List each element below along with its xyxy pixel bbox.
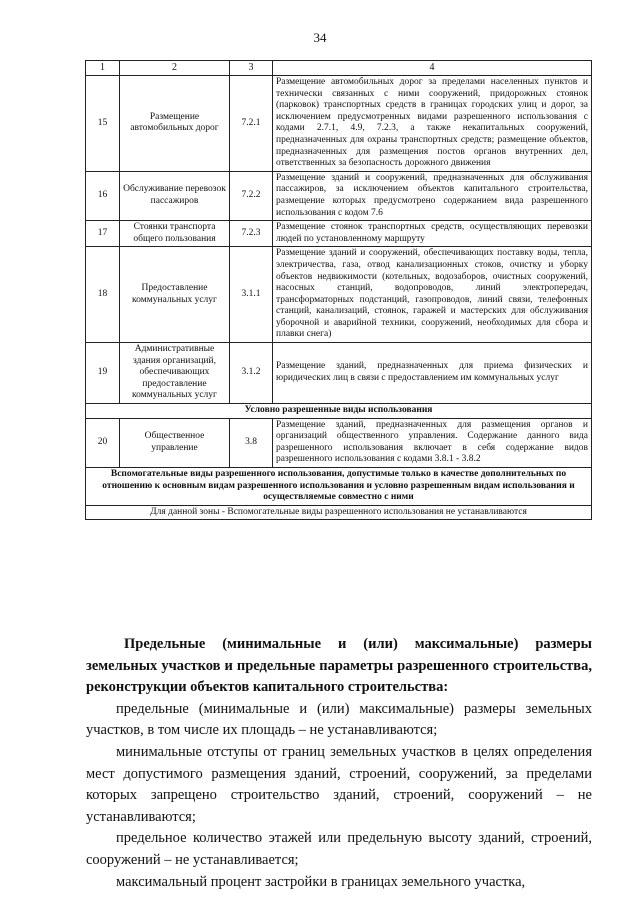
header-cell: 2 bbox=[120, 61, 230, 76]
paragraph: предельное количество этажей или предельную высоту зданий, строений, сооружений – не устанавливается; bbox=[86, 830, 592, 868]
table-row bbox=[86, 247, 592, 343]
row-number: 17 bbox=[86, 221, 120, 247]
page-number: 34 bbox=[313, 30, 327, 45]
header-cell: 3 bbox=[230, 61, 273, 76]
paragraph: максимальный процент застройки в границах земельного участка, bbox=[116, 873, 526, 890]
permitted-use-table bbox=[85, 60, 592, 520]
conditional-uses-header: Условно разрешенные виды использования bbox=[86, 404, 592, 419]
use-type-description: Размещение зданий, предназначенных для приема физических и юридических лиц в связи с предоставлением им коммунальных услуг bbox=[273, 343, 592, 404]
use-type-name: Общественное управление bbox=[120, 418, 230, 467]
use-type-code: 7.2.3 bbox=[230, 221, 273, 247]
use-type-description: Размещение зданий и сооружений, предназначенных для обслуживания пассажиров, за исключением объектов капитального строительства, размещение которых предусмотрено содержанием вида разрешенного использования с кодом 7.6 bbox=[273, 171, 592, 220]
use-type-code: 3.8 bbox=[230, 418, 273, 467]
row-number: 15 bbox=[86, 76, 120, 172]
use-type-description: Размещение зданий, предназначенных для размещения органов и организаций общественного управления. Содержание данного вида разрешенного использования включает в себя содержание видов разрешенного использования с кодами 3.8.1 - 3.8.2 bbox=[273, 418, 592, 467]
conditional-uses-header-row bbox=[86, 404, 592, 419]
use-type-name: Обслуживание перевозок пассажиров bbox=[120, 171, 230, 220]
table-row bbox=[86, 221, 592, 247]
use-type-description: Размещение стоянок транспортных средств, осуществляющих перевозки людей по установленному маршруту bbox=[273, 221, 592, 247]
use-type-name: Стоянки транспорта общего пользования bbox=[120, 221, 230, 247]
table-row bbox=[86, 171, 592, 220]
table-row bbox=[86, 418, 592, 467]
use-type-name: Административные здания организаций, обеспечивающих предоставление коммунальных услуг bbox=[120, 343, 230, 404]
use-type-description: Размещение автомобильных дорог за пределами населенных пунктов и технически связанных с ними сооружений, придорожных стоянок (парковок) транспортных средств в границах городских улиц и дорог, за исключением предусмотренных видами разрешенного использования с кодами 2.7.1, 4.9, 7.2.3, а также некапитальных сооружений, предназначенных для охраны транспортных средств; размещение объектов, предназначенных для размещения постов органов внутренних дел, ответственных за безопасность дорожного движения bbox=[273, 76, 592, 172]
auxiliary-uses-header-row bbox=[86, 468, 592, 506]
use-type-code: 3.1.2 bbox=[230, 343, 273, 404]
row-number: 20 bbox=[86, 418, 120, 467]
use-type-code: 7.2.1 bbox=[230, 76, 273, 172]
table-row bbox=[86, 343, 592, 404]
table-header-row bbox=[86, 61, 592, 76]
auxiliary-uses-note-row bbox=[86, 505, 592, 520]
use-type-name: Размещение автомобильных дорог bbox=[120, 76, 230, 172]
row-number: 16 bbox=[86, 171, 120, 220]
header-cell: 1 bbox=[86, 61, 120, 76]
table-row bbox=[86, 76, 592, 172]
header-cell: 4 bbox=[273, 61, 592, 76]
section-heading: Предельные (минимальные и (или) максимальные) размеры земельных участков и предельные параметры разрешенного строительства, реконструкции объектов капитального строительства: bbox=[86, 636, 592, 696]
use-type-name: Предоставление коммунальных услуг bbox=[120, 247, 230, 343]
use-type-code: 7.2.2 bbox=[230, 171, 273, 220]
auxiliary-uses-note: Для данной зоны - Вспомогательные виды разрешенного использования не устанавливаются bbox=[86, 505, 592, 520]
use-type-description: Размещение зданий и сооружений, обеспечивающих поставку воды, тепла, электричества, газа, отвод канализационных стоков, очистку и уборку объектов недвижимости (котельных, водозаборов, очистных сооружений, насосных станций, водопроводов, линий электропередач, трансформаторных подстанций, газопроводов, линий связи, телефонных станций, канализаций, стоянок, гаражей и мастерских для обслуживания уборочной и аварийной техники, сооружений, необходимых для сбора и плавки снега) bbox=[273, 247, 592, 343]
row-number: 19 bbox=[86, 343, 120, 404]
row-number: 18 bbox=[86, 247, 120, 343]
use-type-code: 3.1.1 bbox=[230, 247, 273, 343]
paragraph: минимальные отступы от границ земельных участков в целях определения мест допустимого размещения зданий, строений, сооружений, за пределами которых запрещено строительство зданий, строений, сооружений – не устанавливаются; bbox=[86, 743, 592, 825]
body-text bbox=[86, 634, 592, 893]
paragraph: предельные (минимальные и (или) максимальные) размеры земельных участков, в том числе их площадь – не устанавливаются; bbox=[86, 700, 592, 739]
auxiliary-uses-header: Вспомогательные виды разрешенного использования, допустимые только в качестве дополнительных по отношению к основным видам разрешенного использования и условно разрешенным видам использования и осуществляемые совместно с ними bbox=[86, 468, 592, 506]
